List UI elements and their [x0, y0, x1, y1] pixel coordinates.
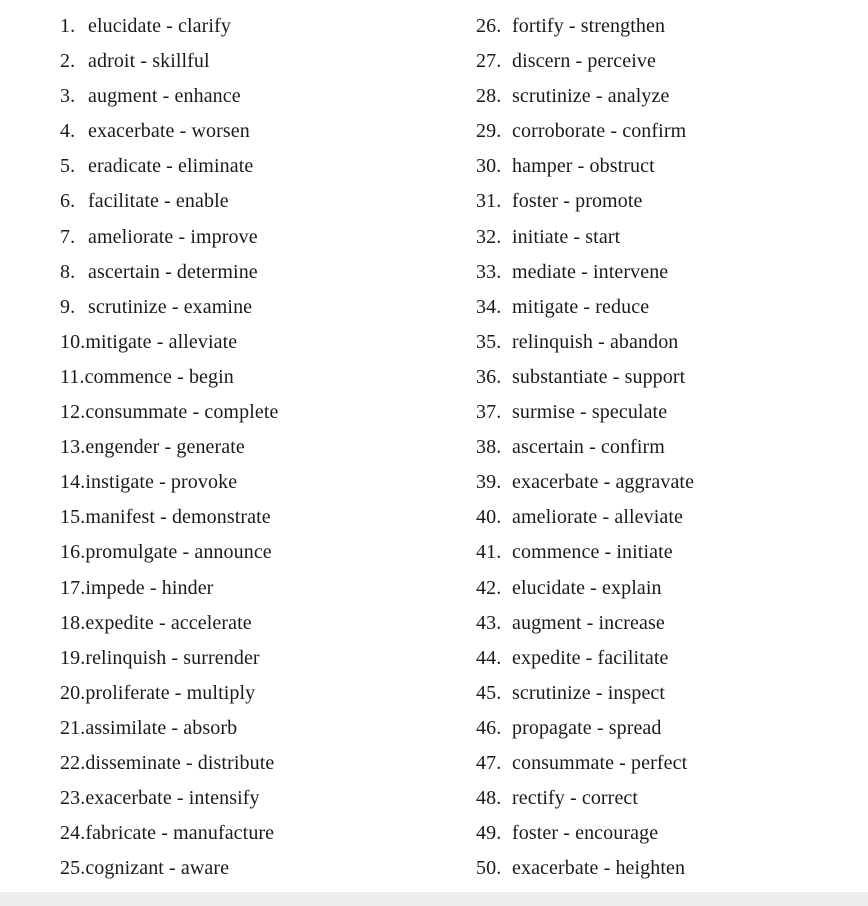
- item-number: 9.: [60, 295, 76, 318]
- item-text: discern - perceive: [512, 50, 656, 73]
- item-number: 49.: [476, 822, 502, 845]
- item-text: elucidate - clarify: [88, 15, 231, 37]
- list-item: [60, 79, 460, 114]
- item-text: eradicate - eliminate: [88, 155, 254, 178]
- list-item: [60, 606, 460, 641]
- item-number: 44.: [476, 646, 502, 669]
- list-item: [476, 606, 856, 641]
- list-item: [476, 44, 856, 79]
- word-list-left-column: [60, 9, 460, 886]
- item-number: 47.: [476, 751, 502, 774]
- list-item: [60, 711, 460, 746]
- item-text: facilitate - enable: [88, 190, 229, 213]
- list-item: [476, 851, 856, 886]
- item-number: 48.: [476, 787, 502, 810]
- list-item: [476, 149, 856, 184]
- item-number: 42.: [476, 576, 502, 599]
- item-text: substantiate - support: [512, 365, 686, 388]
- item-text: hamper - obstruct: [512, 155, 655, 178]
- item-number: 46.: [476, 716, 502, 739]
- item-number: 29.: [476, 120, 502, 143]
- item-number: 14.: [60, 471, 86, 494]
- item-number: 33.: [476, 260, 502, 283]
- item-number: 2.: [60, 50, 76, 73]
- item-number: 27.: [476, 50, 502, 73]
- list-item: [60, 114, 460, 149]
- list-item: [476, 290, 856, 325]
- list-item: [60, 641, 460, 676]
- list-item: [476, 676, 856, 711]
- item-number: 3.: [60, 85, 76, 108]
- item-text: rectify - correct: [512, 787, 639, 810]
- item-number: 15.: [60, 506, 86, 529]
- item-number: 45.: [476, 681, 502, 704]
- item-number: 19.: [60, 646, 86, 669]
- item-text: assimilate - absorb: [85, 716, 238, 739]
- item-text: adroit - skillful: [88, 50, 210, 73]
- list-item: [60, 571, 460, 606]
- item-text: foster - encourage: [512, 822, 659, 845]
- list-item: [476, 184, 856, 219]
- item-number: 8.: [60, 260, 76, 283]
- item-number: 36.: [476, 365, 502, 388]
- list-item: [476, 430, 856, 465]
- list-item: [60, 255, 460, 290]
- item-number: 30.: [476, 155, 502, 178]
- item-number: 24.: [60, 822, 86, 845]
- list-item: [60, 220, 460, 255]
- item-number: 40.: [476, 506, 502, 529]
- list-item: [60, 851, 460, 886]
- list-item: [60, 149, 460, 184]
- list-item: [476, 711, 856, 746]
- list-item: [476, 9, 856, 44]
- item-number: 23.: [60, 787, 86, 810]
- item-text: scrutinize - examine: [88, 295, 253, 318]
- word-list-right-column: [476, 9, 856, 886]
- item-text: disseminate - distribute: [85, 751, 275, 774]
- item-text: initiate - start: [512, 225, 621, 248]
- item-number: 25.: [60, 857, 86, 880]
- item-number: 6.: [60, 190, 76, 213]
- item-number: 5.: [60, 155, 76, 178]
- item-text: fortify - strengthen: [512, 15, 666, 37]
- list-item: [60, 325, 460, 360]
- list-item: [60, 9, 460, 44]
- item-text: relinquish - abandon: [512, 330, 679, 353]
- list-item: [60, 395, 460, 430]
- list-item: [60, 430, 460, 465]
- item-text: corroborate - confirm: [512, 120, 687, 143]
- item-text: ameliorate - alleviate: [512, 506, 683, 529]
- item-number: 18.: [60, 611, 86, 634]
- item-text: mitigate - reduce: [512, 295, 650, 318]
- list-item: [476, 395, 856, 430]
- item-number: 17.: [60, 576, 86, 599]
- item-number: 21.: [60, 716, 86, 739]
- list-item: [476, 255, 856, 290]
- list-item: [476, 465, 856, 500]
- item-text: expedite - accelerate: [85, 611, 252, 634]
- item-number: 26.: [476, 15, 502, 37]
- list-item: [60, 290, 460, 325]
- item-number: 13.: [60, 436, 86, 459]
- list-item: [60, 500, 460, 535]
- item-number: 41.: [476, 541, 502, 564]
- item-number: 10.: [60, 330, 86, 353]
- item-number: 7.: [60, 225, 76, 248]
- item-text: instigate - provoke: [85, 471, 238, 494]
- item-text: promulgate - announce: [85, 541, 272, 564]
- item-text: exacerbate - heighten: [512, 857, 686, 880]
- item-text: ascertain - confirm: [512, 436, 665, 459]
- list-item: [60, 746, 460, 781]
- item-number: 12.: [60, 401, 86, 424]
- item-text: impede - hinder: [85, 576, 214, 599]
- list-item: [60, 465, 460, 500]
- item-text: relinquish - surrender: [85, 646, 260, 669]
- list-item: [60, 816, 460, 851]
- item-text: fabricate - manufacture: [85, 822, 275, 845]
- item-number: 35.: [476, 330, 502, 353]
- item-number: 11.: [60, 365, 85, 388]
- item-number: 50.: [476, 857, 502, 880]
- item-number: 20.: [60, 681, 86, 704]
- item-number: 4.: [60, 120, 76, 143]
- item-text: exacerbate - intensify: [85, 787, 260, 810]
- item-number: 39.: [476, 471, 502, 494]
- item-text: manifest - demonstrate: [85, 506, 271, 529]
- item-text: proliferate - multiply: [85, 681, 256, 704]
- item-text: consummate - complete: [85, 401, 279, 424]
- item-number: 37.: [476, 401, 502, 424]
- item-number: 32.: [476, 225, 502, 248]
- item-text: mediate - intervene: [512, 260, 669, 283]
- list-item: [476, 79, 856, 114]
- item-text: commence - initiate: [512, 541, 673, 564]
- item-text: scrutinize - analyze: [512, 85, 670, 108]
- item-number: 38.: [476, 436, 502, 459]
- item-number: 34.: [476, 295, 502, 318]
- list-item: [476, 360, 856, 395]
- item-number: 43.: [476, 611, 502, 634]
- list-item: [476, 781, 856, 816]
- item-text: consummate - perfect: [512, 751, 688, 774]
- list-item: [476, 571, 856, 606]
- item-text: elucidate - explain: [512, 576, 662, 599]
- item-text: exacerbate - worsen: [88, 120, 250, 143]
- item-number: 22.: [60, 751, 86, 774]
- item-text: augment - enhance: [88, 85, 241, 108]
- item-text: ascertain - determine: [88, 260, 258, 283]
- item-number: 1.: [60, 15, 76, 37]
- list-item: [476, 500, 856, 535]
- item-text: commence - begin: [84, 365, 234, 388]
- list-item: [476, 535, 856, 570]
- list-item: [60, 676, 460, 711]
- list-item: [476, 220, 856, 255]
- item-text: exacerbate - aggravate: [512, 471, 695, 494]
- item-text: mitigate - alleviate: [85, 330, 238, 353]
- list-item: [60, 360, 460, 395]
- item-text: expedite - facilitate: [512, 646, 669, 669]
- list-item: [476, 114, 856, 149]
- list-item: [60, 781, 460, 816]
- list-item: [476, 816, 856, 851]
- list-item: [476, 641, 856, 676]
- list-item: [60, 44, 460, 79]
- list-item: [476, 325, 856, 360]
- item-text: scrutinize - inspect: [512, 681, 666, 704]
- bottom-strip: [0, 892, 868, 906]
- item-text: augment - increase: [512, 611, 665, 634]
- item-text: ameliorate - improve: [88, 225, 258, 248]
- item-number: 28.: [476, 85, 502, 108]
- item-text: foster - promote: [512, 190, 643, 213]
- item-text: propagate - spread: [512, 716, 662, 739]
- list-item: [60, 184, 460, 219]
- item-text: surmise - speculate: [512, 401, 668, 424]
- item-number: 16.: [60, 541, 86, 564]
- item-text: engender - generate: [85, 436, 245, 459]
- list-item: [476, 746, 856, 781]
- item-number: 31.: [476, 190, 502, 213]
- item-text: cognizant - aware: [85, 857, 230, 880]
- list-item: [60, 535, 460, 570]
